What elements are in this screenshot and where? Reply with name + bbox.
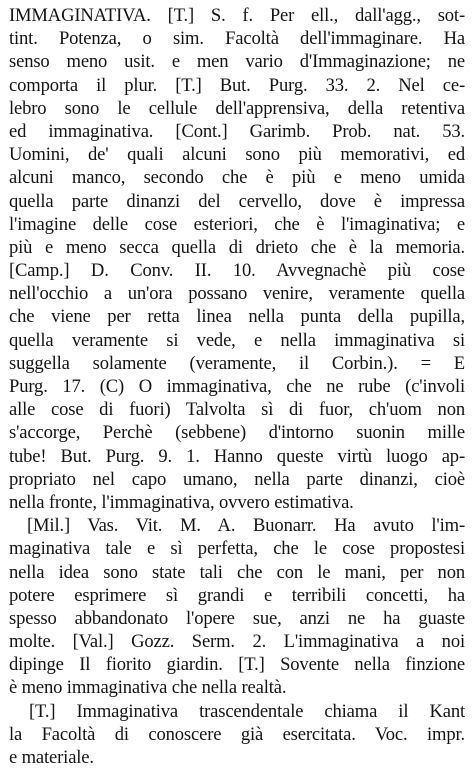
text-line: [Camp.] D. Conv. II. 10. Avvegnachè più cose (9, 260, 465, 282)
text-line: ed immaginativa. [Cont.] Garimb. Prob. nat. 53. (9, 120, 465, 142)
text-line: molte. [Val.] Gozz. Serm. 2. L'immaginativa a noi (9, 631, 465, 653)
text-line: Purg. 17. (C) O immaginativa, che ne rube (c'involi (9, 376, 465, 397)
text-line: tube! But. Purg. 9. 1. Hanno queste virtù luogo ap- (9, 445, 465, 467)
text-line: alcuni manco, secondo che è più e meno umida (9, 167, 465, 189)
text-line: maginativa tale e sì perfetta, che le cose propostesi (9, 538, 465, 560)
text-line: più e meno secca quella di drieto che è la memoria. (9, 236, 465, 258)
text-line: alle cose di fuori) Talvolta sì di fuor, ch'uom non (9, 399, 465, 421)
text-line: e materiale. (9, 747, 94, 768)
text-line: suggella solamente (veramente, il Corbin.). = E (9, 352, 465, 374)
text-line: [Mil.] Vas. Vit. M. A. Buonarr. Ha avuto l'im- (27, 515, 465, 537)
text-line: quella parte dinanzi del cervello, dove è impressa (9, 190, 465, 212)
text-line: è meno immaginativa che nella realtà. (9, 677, 287, 699)
text-line: [T.] Immaginativa trascendentale chiama il Kant (29, 700, 465, 722)
text-line: s'accorge, Perchè (sebbene) d'intorno suonin mille (9, 422, 465, 444)
text-line: comporta il plur. [T.] But. Purg. 33. 2. Nel ce- (9, 74, 465, 96)
text-line: tint. Potenza, o sim. Facoltà dell'immaginare. Ha (9, 28, 465, 50)
text-line: l'imagine delle cose esteriori, che è l'imaginativa; e (9, 213, 465, 235)
dictionary-entry (9, 4, 465, 769)
text-line: potere esprimere sì grandi e terribili concetti, ha (9, 584, 465, 606)
text-line: senso meno usit. e men vario d'Immaginazione; ne (9, 51, 465, 73)
text-line: propriato nel capo umano, nella parte dinanzi, cioè (9, 468, 465, 490)
text-line: lebro sono le cellule dell'apprensiva, della retentiva (9, 97, 465, 119)
text-line: la Facoltà di conoscere già esercitata. Voc. impr. (9, 723, 465, 745)
text-line: spesso abbandonato l'opere sue, anzi ne ha guaste (9, 607, 465, 629)
text-line: che viene per retta linea nella punta della pupilla, (9, 306, 465, 328)
text-line: nell'occhio a un'ora possano venire, veramente quella (9, 283, 465, 305)
text-line: dipinge Il fiorito giardin. [T.] Sovente nella finzione (9, 654, 465, 676)
text-line: IMMAGINATIVA. [T.] S. f. Per ell., dall'agg., sot- (9, 5, 465, 26)
text-line: Uomini, de' quali alcuni sono più memorativi, ed (9, 144, 465, 166)
text-line: nella idea sono state tali che con le mani, per non (9, 561, 465, 583)
text-line: nella fronte, l'immaginativa, ovvero estimativa. (9, 491, 354, 513)
text-line: quella veramente si vede, e nella immaginativa si (9, 329, 465, 351)
